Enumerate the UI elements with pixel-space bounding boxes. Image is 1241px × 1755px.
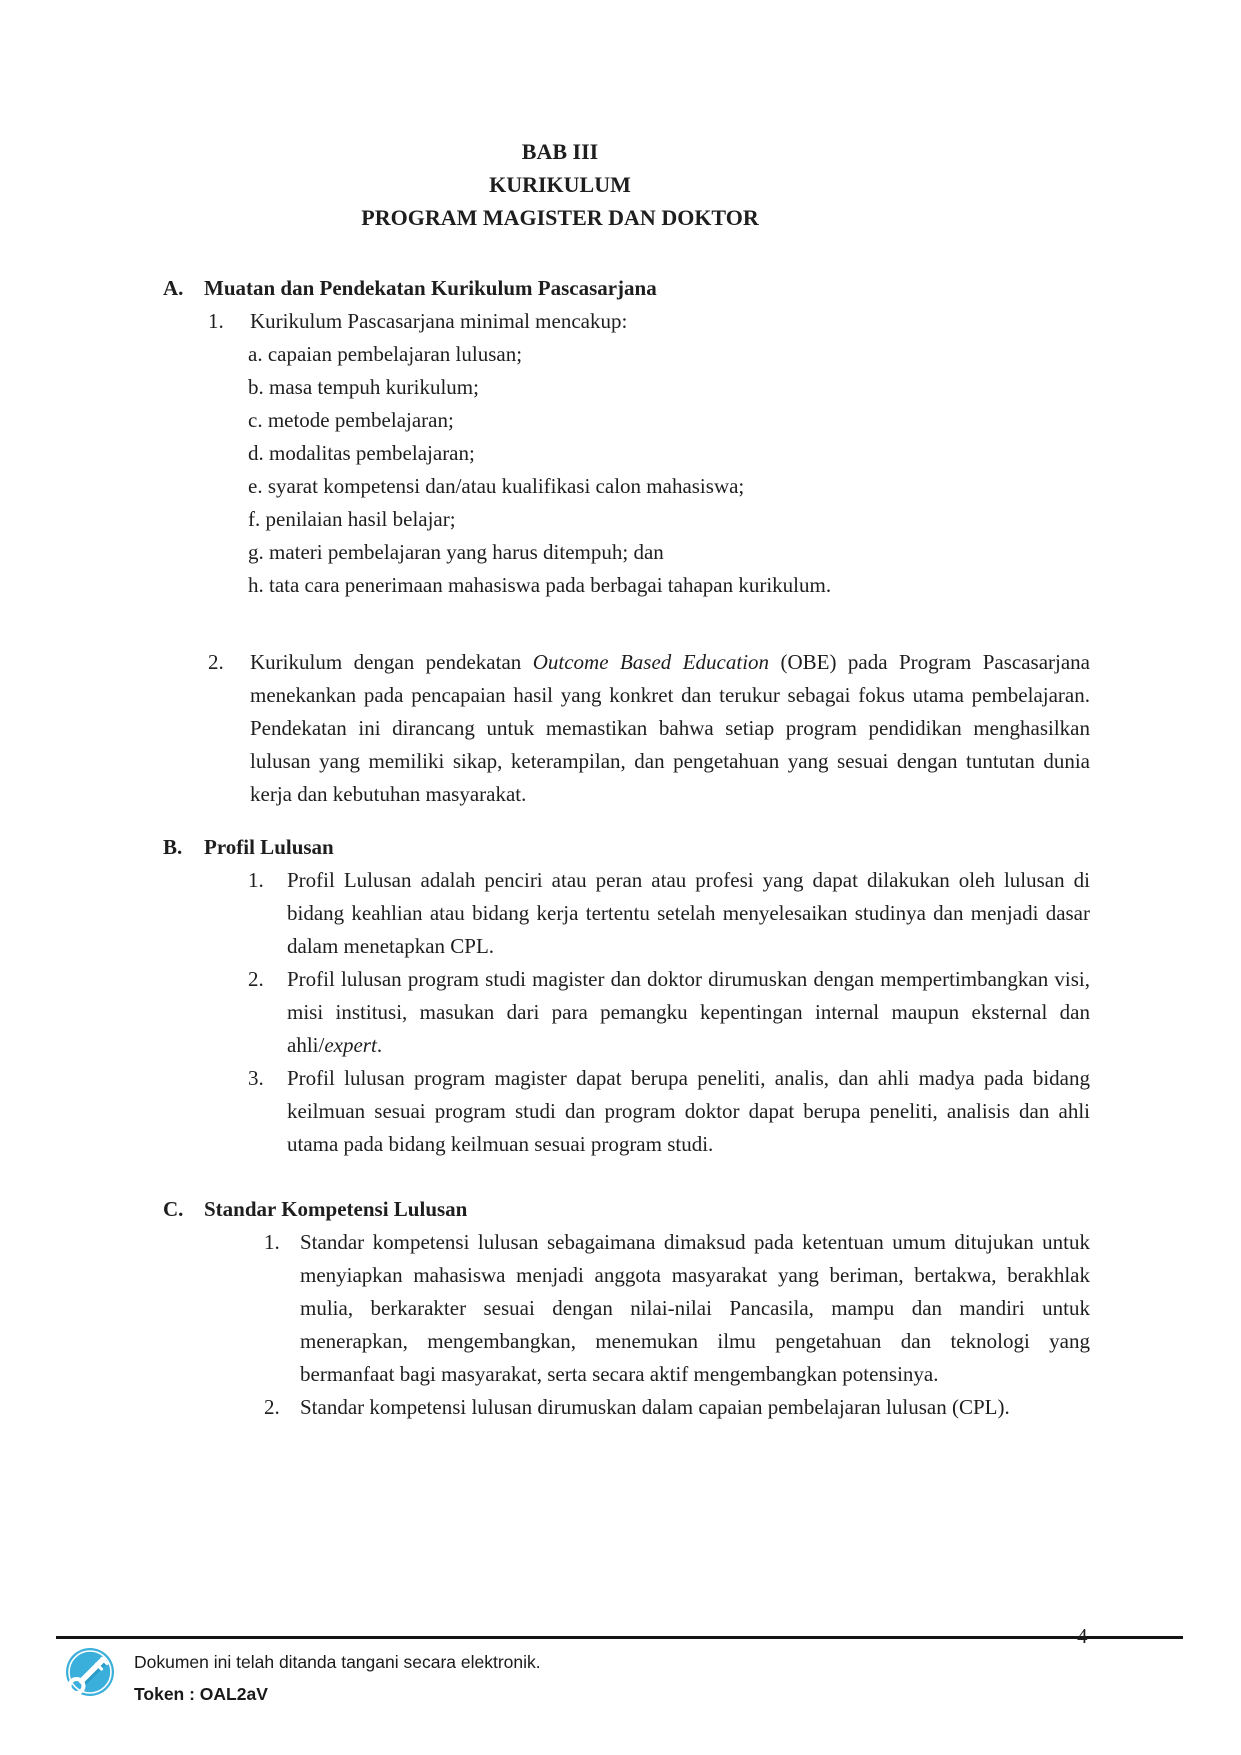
sub-item-h: h. tata cara penerimaan mahasiswa pada berbagai tahapan kurikulum. bbox=[248, 573, 832, 597]
item-text: Standar kompetensi lulusan dirumuskan dalam capaian pembelajaran lulusan (CPL). bbox=[300, 1395, 1010, 1419]
chapter-name: KURIKULUM bbox=[489, 172, 631, 197]
item-text: Kurikulum Pascasarjana minimal mencakup: bbox=[250, 309, 628, 333]
chapter-title bbox=[163, 135, 957, 234]
item-text: Profil lulusan program magister dapat berupa peneliti, analis, dan ahli madya pada bidang keilmuan sesuai program studi dan program doktor dapat berupa peneliti, analisis dan ahli utama pada bidang keilmuan sesuai program studi. bbox=[287, 1066, 1090, 1156]
footer-rule bbox=[56, 1636, 1183, 1639]
section-a-item-2 bbox=[163, 646, 1090, 811]
item-number: 1. bbox=[264, 1230, 280, 1254]
key-icon bbox=[62, 1645, 118, 1701]
italic-term: Outcome Based Education bbox=[532, 650, 770, 674]
section-c-item-2 bbox=[163, 1391, 1090, 1424]
item-number: 1. bbox=[248, 868, 264, 892]
signature-note: Dokumen ini telah ditanda tangani secara elektronik. bbox=[134, 1652, 541, 1672]
sub-item-e: e. syarat kompetensi dan/atau kualifikasi calon mahasiswa; bbox=[248, 474, 745, 498]
signature-token: Token : OAL2aV bbox=[134, 1684, 268, 1704]
section-c-heading bbox=[163, 1193, 1090, 1226]
section-b-heading bbox=[163, 831, 1090, 864]
sub-item-g: g. materi pembelajaran yang harus ditempuh; dan bbox=[248, 540, 664, 564]
section-a-sublist bbox=[248, 338, 1090, 602]
item-text bbox=[287, 963, 1090, 1062]
sub-item-b: b. masa tempuh kurikulum; bbox=[248, 375, 479, 399]
section-a-heading bbox=[163, 272, 1090, 305]
page-content bbox=[163, 135, 1090, 1424]
italic-term: expert bbox=[324, 1033, 377, 1057]
paragraph-segment: Kurikulum dengan pendekatan bbox=[250, 650, 533, 674]
section-b-item-1 bbox=[163, 864, 1090, 963]
chapter-subtitle: PROGRAM MAGISTER DAN DOKTOR bbox=[361, 205, 759, 230]
section-b-label: B. bbox=[163, 835, 183, 859]
item-text: Profil Lulusan adalah penciri atau peran atau profesi yang dapat dilakukan oleh lulusan di bidang keahlian atau bidang kerja tertentu setelah menyelesaikan studinya dan menjadi dasar dalam menetapkan CPL. bbox=[287, 868, 1090, 958]
signature-stamp bbox=[62, 1645, 541, 1705]
paragraph-segment: (OBE) pada Program Pascasarjana menekankan pada pencapaian hasil yang konkret dan terukur sebagai fokus utama pembelajaran. Pendekatan ini dirancang untuk memastikan bahwa setiap program pendidikan menghasilkan lulusan yang memiliki sikap, keterampilan, dan pengetahuan yang sesuai dengan tuntutan dunia kerja dan kebutuhan masyarakat. bbox=[250, 650, 1090, 806]
stamp-text bbox=[134, 1645, 541, 1705]
item-number: 3. bbox=[248, 1066, 264, 1090]
section-b-item-3 bbox=[163, 1062, 1090, 1161]
paragraph-segment: . bbox=[376, 1033, 383, 1057]
item-text: Standar kompetensi lulusan sebagaimana dimaksud pada ketentuan umum ditujukan untuk menyiapkan mahasiswa menjadi anggota masyarakat yang beriman, bertakwa, berakhlak mulia, berkarakter sesuai dengan nilai-nilai Pancasila, mampu dan mandiri untuk menerapkan, mengembangkan, menemukan ilmu pengetahuan dan teknologi yang bermanfaat bagi masyarakat, serta secara aktif mengembangkan potensinya. bbox=[300, 1230, 1090, 1386]
paragraph-segment: Profil lulusan program studi magister dan doktor dirumuskan dengan mempertimbangkan visi, misi institusi, masukan dari para pemangku kepentingan internal maupun eksternal dan ahli/ bbox=[287, 967, 1090, 1057]
item-number: 2. bbox=[264, 1395, 280, 1419]
sub-item-d: d. modalitas pembelajaran; bbox=[248, 441, 475, 465]
section-c-item-1 bbox=[163, 1226, 1090, 1391]
section-b-item-2 bbox=[163, 963, 1090, 1062]
page-number: 4 bbox=[1077, 1624, 1088, 1648]
item-number: 1. bbox=[208, 309, 224, 333]
item-text bbox=[250, 646, 1090, 811]
section-b-title: Profil Lulusan bbox=[204, 835, 334, 859]
section-a-item-1 bbox=[163, 305, 1090, 338]
section-a-title: Muatan dan Pendekatan Kurikulum Pascasarjana bbox=[204, 276, 657, 300]
item-number: 2. bbox=[208, 650, 224, 674]
item-number: 2. bbox=[248, 967, 264, 991]
sub-item-f: f. penilaian hasil belajar; bbox=[248, 507, 456, 531]
sub-item-a: a. capaian pembelajaran lulusan; bbox=[248, 342, 523, 366]
sub-item-c: c. metode pembelajaran; bbox=[248, 408, 454, 432]
section-a-label: A. bbox=[163, 276, 184, 300]
section-c-title: Standar Kompetensi Lulusan bbox=[204, 1197, 468, 1221]
chapter-number: BAB III bbox=[521, 139, 599, 164]
section-c-label: C. bbox=[163, 1197, 184, 1221]
